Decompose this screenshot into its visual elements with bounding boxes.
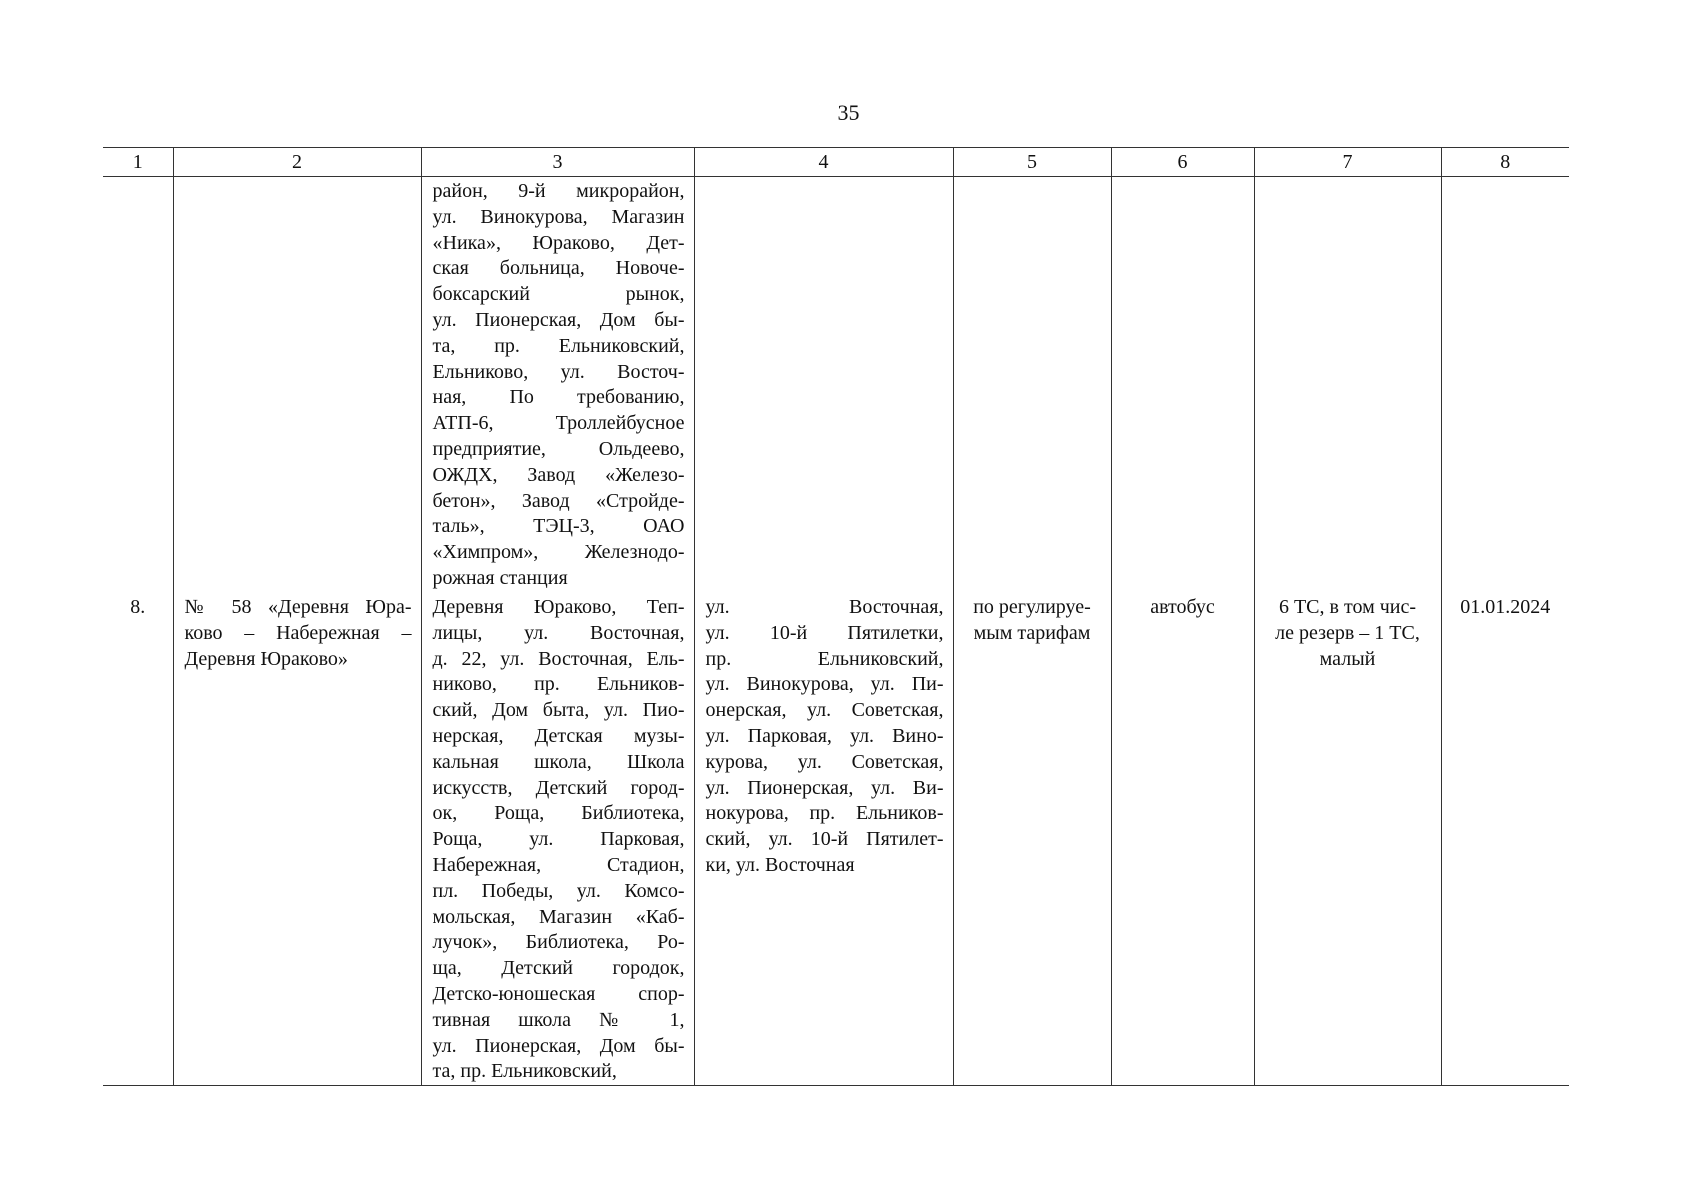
text-line: ул. Восточная, bbox=[705, 596, 944, 618]
text-line: ково – Набережная – bbox=[184, 621, 412, 644]
text-line: ща, Детский городок, bbox=[432, 957, 685, 980]
tariff-cell bbox=[953, 593, 1111, 1086]
text-line: тивная школа № 1, bbox=[432, 1008, 685, 1031]
text-line: Детско-юношеская спор- bbox=[432, 982, 685, 1005]
column-header: 8 bbox=[1441, 148, 1569, 177]
text-line: та, пр. Ельниковский, bbox=[432, 334, 685, 357]
text-line: онерская, ул. Советская, bbox=[705, 699, 944, 722]
column-header: 6 bbox=[1111, 148, 1254, 177]
text-line: ле резерв – 1 ТС, bbox=[1275, 621, 1420, 644]
route-name-cell bbox=[173, 177, 421, 594]
text-line: Набережная, Стадион, bbox=[432, 853, 685, 876]
text-line: ки, ул. Восточная bbox=[705, 853, 855, 876]
text-line: лучок», Библиотека, Ро- bbox=[432, 931, 685, 954]
stops-cell bbox=[421, 593, 694, 1086]
text-line: искусств, Детский город- bbox=[432, 776, 685, 799]
text-line: нерская, Детская музы- bbox=[432, 724, 685, 747]
text-line: «Химпром», Железнодо- bbox=[432, 541, 685, 564]
text-line: район, 9-й микрорайон, bbox=[432, 180, 685, 202]
text-line: д. 22, ул. Восточная, Ель- bbox=[432, 647, 685, 670]
text-line: Деревня Юраково» bbox=[184, 647, 348, 670]
table-row bbox=[103, 593, 1569, 1086]
header-row bbox=[103, 148, 1569, 177]
text-line: таль», ТЭЦ-3, ОАО bbox=[432, 515, 685, 538]
text-line: ок, Роща, Библиотека, bbox=[432, 802, 685, 825]
text-line: ул. Пионерская, Дом бы- bbox=[432, 1034, 685, 1057]
table-row-continuation bbox=[103, 177, 1569, 594]
page-number: 35 bbox=[837, 100, 860, 125]
text-line: курова, ул. Советская, bbox=[705, 750, 944, 773]
text-line: предприятие, Ольдеево, bbox=[432, 437, 685, 460]
text-line: Ельниково, ул. Восточ- bbox=[432, 360, 685, 383]
text-line: ул. 10-й Пятилетки, bbox=[705, 621, 944, 644]
text-line: АТП-6, Троллейбусное bbox=[432, 412, 685, 435]
text-line: кальная школа, Школа bbox=[432, 750, 685, 773]
text-line: 6 ТС, в том чис- bbox=[1278, 596, 1417, 618]
text-line: пр. Ельниковский, bbox=[705, 647, 944, 670]
column-header: 3 bbox=[421, 148, 694, 177]
text-line: Деревня Юраково, Теп- bbox=[432, 596, 685, 618]
column-header: 5 bbox=[953, 148, 1111, 177]
column-header: 4 bbox=[694, 148, 953, 177]
text-line: ул. Парковая, ул. Вино- bbox=[705, 724, 944, 747]
text-line: пл. Победы, ул. Комсо- bbox=[432, 879, 685, 902]
text-line: ский, Дом быта, ул. Пио- bbox=[432, 699, 685, 722]
row-number-cell bbox=[103, 177, 173, 594]
text-line: ский, ул. 10-й Пятилет- bbox=[705, 828, 944, 851]
streets-cell bbox=[694, 593, 953, 1086]
vehicle-type-cell: автобус bbox=[1111, 593, 1254, 1086]
row-number-cell: 8. bbox=[103, 593, 173, 1086]
text-line: мольская, Магазин «Каб- bbox=[432, 905, 685, 928]
vehicle-type-cell bbox=[1111, 177, 1254, 594]
start-date-cell: 01.01.2024 bbox=[1441, 593, 1569, 1086]
text-line: бетон», Завод «Стройде- bbox=[432, 489, 685, 512]
stops-cell bbox=[421, 177, 694, 594]
text-line: ская больница, Новоче- bbox=[432, 257, 685, 280]
text-line: ул. Пионерская, ул. Ви- bbox=[705, 776, 944, 799]
text-line: «Ника», Юраково, Дет- bbox=[432, 231, 685, 254]
column-header: 2 bbox=[173, 148, 421, 177]
text-line: ОЖДХ, Завод «Железо- bbox=[432, 463, 685, 486]
route-table bbox=[103, 147, 1569, 1086]
text-line: ная, По требованию, bbox=[432, 386, 685, 409]
text-line: рожная станция bbox=[432, 566, 568, 589]
route-name-cell bbox=[173, 593, 421, 1086]
vehicles-cell bbox=[1254, 177, 1441, 594]
text-line: ул. Винокурова, Магазин bbox=[432, 205, 685, 228]
text-line: мым тарифам bbox=[973, 621, 1091, 644]
text-line: ул. Винокурова, ул. Пи- bbox=[705, 673, 944, 696]
text-line: Роща, ул. Парковая, bbox=[432, 828, 685, 851]
text-line: по регулируе- bbox=[973, 596, 1091, 618]
text-line: нокурова, пр. Ельников- bbox=[705, 802, 944, 825]
text-line: ул. Пионерская, Дом бы- bbox=[432, 308, 685, 331]
text-line: никово, пр. Ельников- bbox=[432, 673, 685, 696]
tariff-cell bbox=[953, 177, 1111, 594]
start-date-cell bbox=[1441, 177, 1569, 594]
vehicles-cell bbox=[1254, 593, 1441, 1086]
text-line: та, пр. Ельниковский, bbox=[432, 1060, 617, 1083]
column-header: 7 bbox=[1254, 148, 1441, 177]
text-line: боксарский рынок, bbox=[432, 283, 685, 306]
text-line: лицы, ул. Восточная, bbox=[432, 621, 685, 644]
column-header: 1 bbox=[103, 148, 173, 177]
text-line: № 58 «Деревня Юра- bbox=[184, 596, 412, 618]
text-line: малый bbox=[1319, 647, 1376, 670]
streets-cell bbox=[694, 177, 953, 594]
